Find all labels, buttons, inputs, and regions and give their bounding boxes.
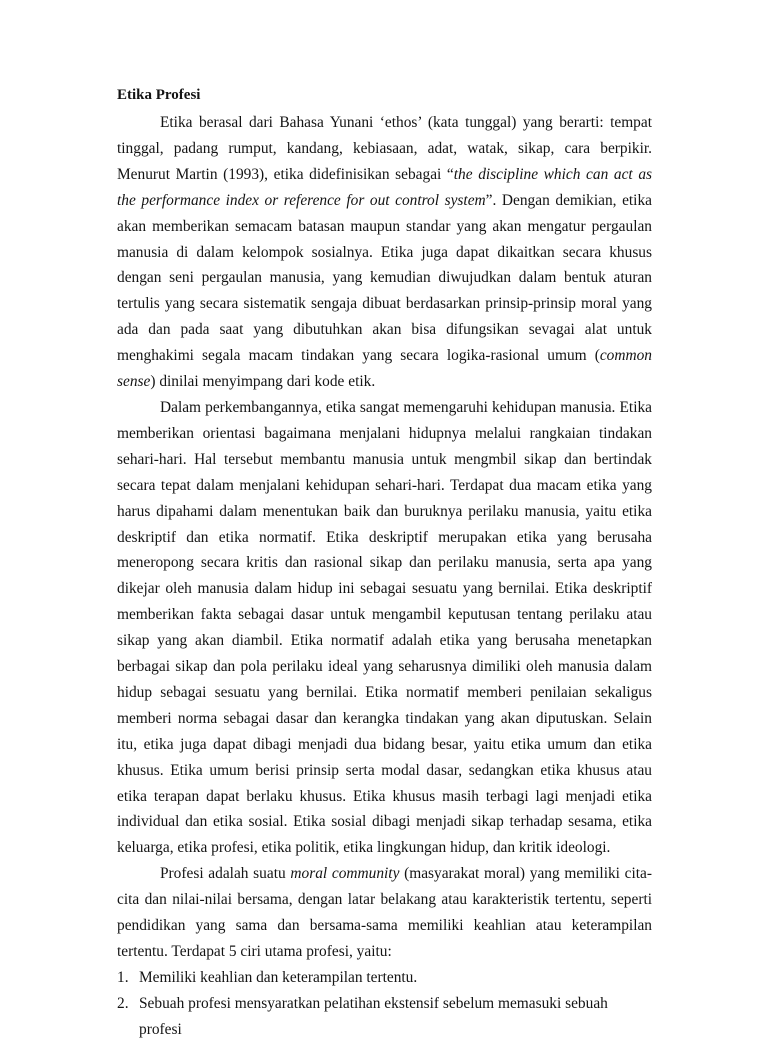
paragraph-1	[117, 110, 652, 395]
document-title: Etika Profesi	[117, 87, 201, 103]
paragraph-1-term-italic: common sense	[117, 347, 652, 391]
list-item	[117, 991, 652, 1043]
paragraph-2	[117, 395, 652, 861]
list-item	[117, 965, 652, 991]
paragraph-3-text-1: Profesi adalah suatu	[160, 865, 291, 883]
paragraph-1-text-3: ) dinilai menyimpang dari kode etik.	[150, 373, 376, 391]
paragraph-1-text-1: Etika berasal dari Bahasa Yunani ‘ethos’ (kata tunggal) yang berarti: tempat tinggal, padang rumput, kandang, kebiasaan, adat, watak, sikap, cara berpikir. Menurut Martin (1993), etika didefinisikan sebagai “	[117, 114, 652, 183]
paragraph-3	[117, 861, 652, 965]
paragraph-1-text-2: ”. Dengan demikian, etika akan memberikan semacam batasan maupun standar yang akan mengatur pergaulan manusia di dalam kelompok sosialnya. Etika juga dapat dikaitkan secara khusus dengan seni pergaulan manusia, yang kemudian diwujudkan dalam bentuk aturan tertulis yang secara sistematik sengaja dibuat berdasarkan prinsip-prinsip moral yang ada dan pada saat yang dibutuhkan akan bisa difungsikan sevagai alat untuk menghakimi segala macam tindakan yang secara logika-rasional umum (	[117, 191, 652, 365]
list-item-number: 2.	[117, 994, 129, 1012]
paragraph-3-term-italic: moral community	[290, 865, 400, 883]
list-item-text: Memiliki keahlian dan keterampilan tertentu.	[139, 968, 418, 986]
paragraph-3-text-2: (masyarakat moral) yang memiliki cita-cita dan nilai-nilai bersama, dengan latar belakang atau karakteristik tertentu, seperti pendidikan yang sama dan bersama-sama memiliki keahlian atau keterampilan tertentu. Terdapat 5 ciri utama profesi, yaitu:	[117, 865, 653, 960]
list-item-number: 1.	[117, 968, 129, 986]
profession-criteria-list	[117, 965, 652, 1043]
paragraph-2-text: Dalam perkembangannya, etika sangat memengaruhi kehidupan manusia. Etika memberikan orientasi bagaimana menjalani hidupnya melalui rangkaian tindakan sehari-hari. Hal tersebut membantu manusia untuk mengmbil sikap dan bertindak secara tepat dalam menjalani kehidupan sehari-hari. Terdapat dua macam etika yang harus dipahami dalam menentukan baik dan buruknya perilaku manusia, yaitu etika deskriptif dan etika normatif. Etika deskriptif merupakan etika yang berusaha meneropong secara kritis dan rasional sikap dan perilaku manusia, serta apa yang dikejar oleh manusia dalam hidup ini sebagai sesuatu yang bernilai. Etika deskriptif memberikan fakta sebagai dasar untuk mengambil keputusan tentang perilaku atau sikap yang akan diambil. Etika normatif adalah etika yang berusaha menetapkan berbagai sikap dan pola perilaku ideal yang seharusnya dimiliki oleh manusia dalam hidup sebagai sesuatu yang bernilai. Etika normatif memberi penilaian sekaligus memberi norma sebagai dasar dan kerangka tindakan yang akan diputuskan. Selain itu, etika juga dapat dibagi menjadi dua bidang besar, yaitu etika umum dan etika khusus. Etika umum berisi prinsip serta modal dasar, sedangkan etika khusus atau etika terapan dapat berlaku khusus. Etika khusus masih terbagi lagi menjadi etika individual dan etika sosial. Etika sosial dibagi menjadi sikap terhadap sesama, etika keluarga, etika profesi, etika politik, etika lingkungan hidup, dan kritik ideologi.	[117, 398, 652, 857]
list-item-text: Sebuah profesi mensyaratkan pelatihan ekstensif sebelum memasuki sebuah profesi	[139, 994, 608, 1038]
paragraph-1-quote-italic: the discipline which can act as the performance index or reference for out control system	[117, 165, 652, 209]
